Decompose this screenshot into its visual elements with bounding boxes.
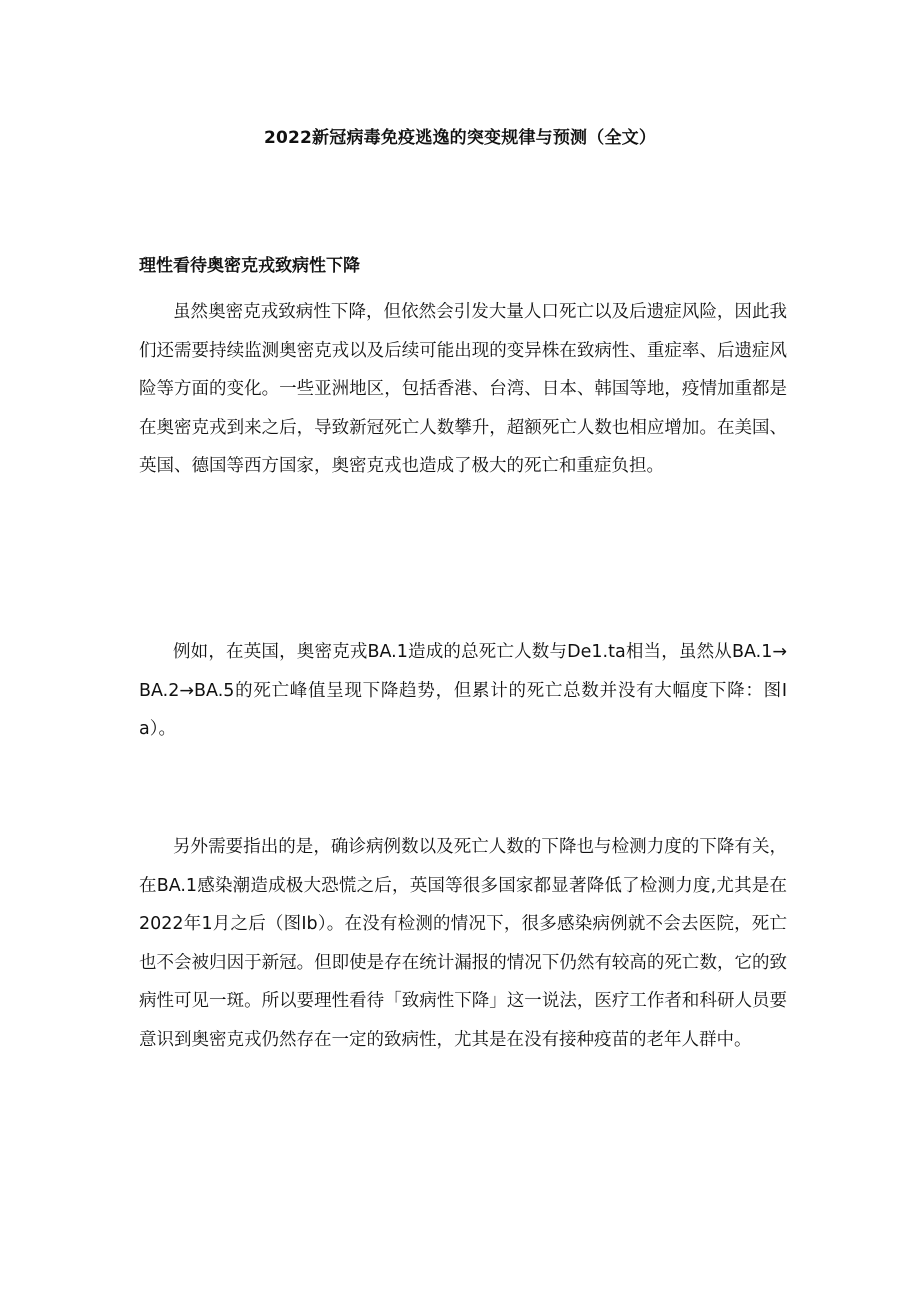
section-heading: 理性看待奥密克戎致病性下降	[139, 256, 360, 276]
body-paragraph-3: 另外需要指出的是，确诊病例数以及死亡人数的下降也与检测力度的下降有关，在BA.1感染潮造成极大恐慌之后，英国等很多国家都显著降低了检测力度,尤其是在2022年1月之后（图Ib）。在没有检测的情况下，很多感染病例就不会去医院，死亡也不会被归因于新冠。但即使是存在统计漏报的情况下仍然有较高的死亡数，它的致病性可见一斑。所以要理性看待「致病性下降」这一说法，医疗工作者和科研人员要意识到奥密克戎仍然存在一定的致病性，尤其是在没有接种疫苗的老年人群中。	[139, 837, 787, 1050]
body-paragraph-2: 例如，在英国，奥密克戎BA.1造成的总死亡人数与De1.ta相当，虽然从BA.1→BA.2→BA.5的死亡峰值呈现下降趋势，但累计的死亡总数并没有大幅度下降：图Ia）。	[139, 642, 787, 740]
body-paragraph-1: 虽然奥密克戎致病性下降，但依然会引发大量人口死亡以及后遗症风险，因此我们还需要持续监测奥密克戎以及后续可能出现的变异株在致病性、重症率、后遗症风险等方面的变化。一些亚洲地区，包括香港、台湾、日本、韩国等地，疫情加重都是在奥密克戎到来之后，导致新冠死亡人数攀升，超额死亡人数也相应增加。在美国、英国、德国等西方国家，奥密克戎也造成了极大的死亡和重症负担。	[139, 302, 787, 477]
document-title: 2022新冠病毒免疫逃逸的突变规律与预测（全文）	[263, 128, 657, 148]
